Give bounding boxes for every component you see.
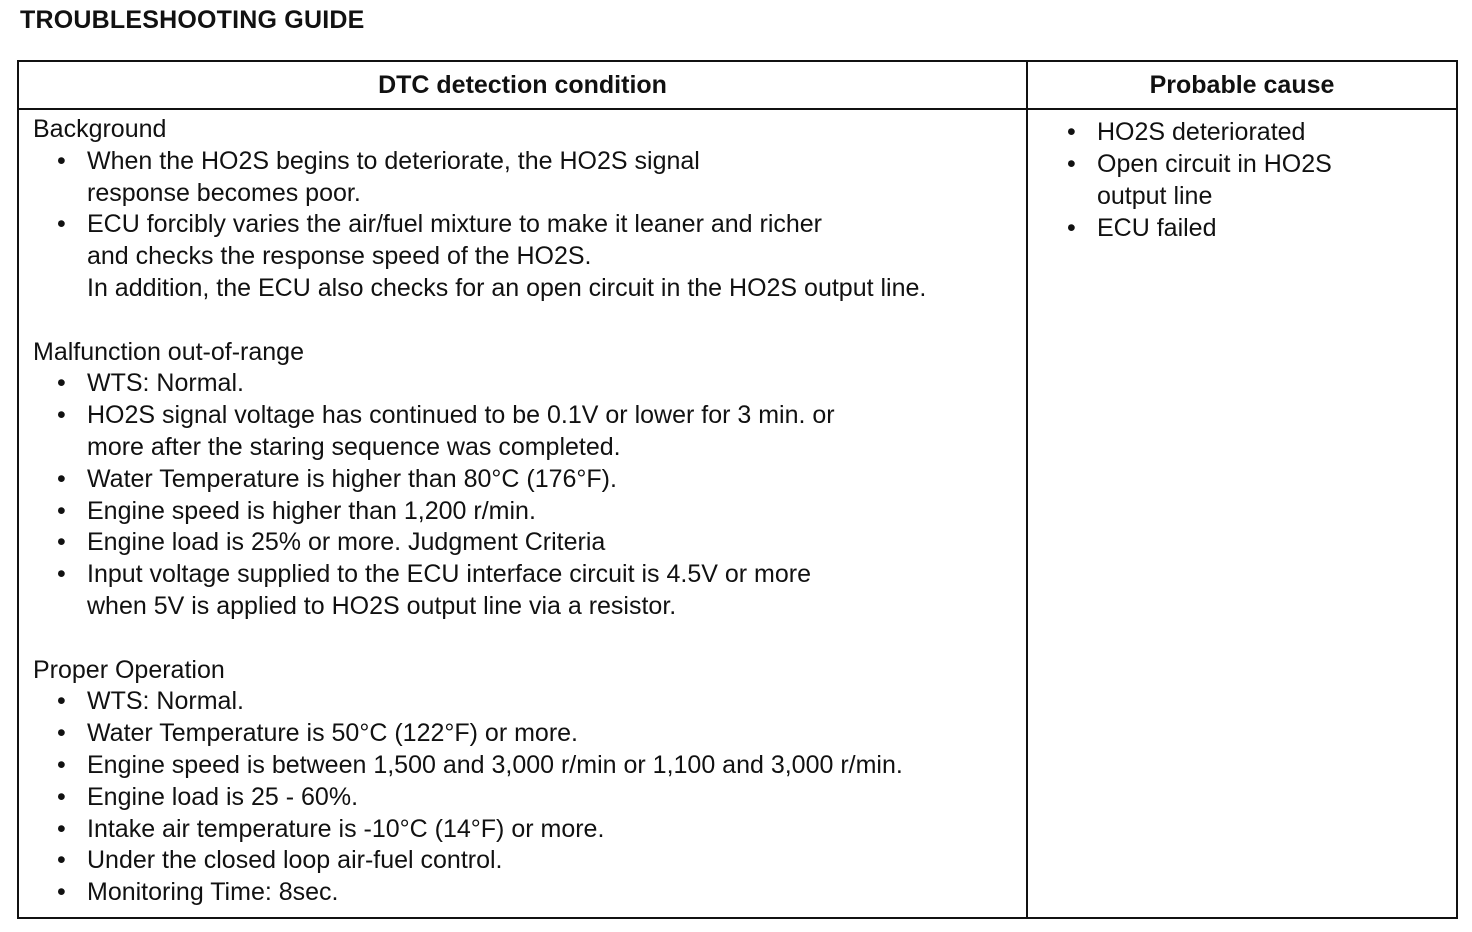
bullet-list bbox=[33, 686, 1023, 909]
list-item: • Under the closed loop air-fuel control. bbox=[33, 845, 1023, 877]
section-title: Background bbox=[33, 115, 167, 143]
condition-cell bbox=[33, 114, 1023, 909]
cause-item: • ECU failed bbox=[1043, 212, 1453, 244]
probable-cause-cell bbox=[1043, 116, 1453, 244]
list-item: • HO2S signal voltage has continued to be 0.1V or lower for 3 min. or more after the staring sequence was completed. bbox=[33, 400, 1023, 464]
list-item: • Engine load is 25% or more. Judgment Criteria bbox=[33, 527, 1023, 559]
section-proper-operation bbox=[33, 655, 1023, 909]
list-item: • ECU forcibly varies the air/fuel mixture to make it leaner and richer and checks the response speed of the HO2S. In addition, the ECU also checks for an open circuit in the HO2S output line. bbox=[33, 209, 1023, 304]
table-header-row bbox=[19, 62, 1456, 110]
troubleshooting-table bbox=[17, 60, 1458, 919]
list-item: • Water Temperature is 50°C (122°F) or more. bbox=[33, 718, 1023, 750]
list-item: • When the HO2S begins to deteriorate, the HO2S signal response becomes poor. bbox=[33, 146, 1023, 210]
list-item: • Engine speed is between 1,500 and 3,000 r/min or 1,100 and 3,000 r/min. bbox=[33, 750, 1023, 782]
section-title: Proper Operation bbox=[33, 655, 225, 684]
bullet-list bbox=[33, 368, 1023, 622]
cause-list bbox=[1043, 116, 1453, 244]
section-background bbox=[33, 114, 1023, 305]
list-item: • Engine load is 25 - 60%. bbox=[33, 782, 1023, 814]
list-item: • WTS: Normal. bbox=[33, 686, 1023, 718]
list-item: • Water Temperature is higher than 80°C (176°F). bbox=[33, 464, 1023, 496]
list-item: • Input voltage supplied to the ECU interface circuit is 4.5V or more when 5V is applied to HO2S output line via a resistor. bbox=[33, 559, 1023, 623]
column-divider bbox=[1026, 62, 1028, 917]
cause-item: • HO2S deteriorated bbox=[1043, 116, 1453, 148]
bullet-list bbox=[33, 146, 1023, 305]
page-title: TROUBLESHOOTING GUIDE bbox=[20, 6, 365, 34]
header-dtc-detection-condition: DTC detection condition bbox=[378, 71, 667, 99]
section-malfunction-out-of-range bbox=[33, 337, 1023, 623]
list-item: • Engine speed is higher than 1,200 r/min. bbox=[33, 496, 1023, 528]
header-probable-cause: Probable cause bbox=[1149, 71, 1335, 99]
list-item: • Intake air temperature is -10°C (14°F) or more. bbox=[33, 814, 1023, 846]
list-item: • WTS: Normal. bbox=[33, 368, 1023, 400]
cause-item: • Open circuit in HO2S output line bbox=[1043, 148, 1453, 212]
section-title: Malfunction out-of-range bbox=[33, 337, 304, 366]
list-item: • Monitoring Time: 8sec. bbox=[33, 877, 1023, 909]
